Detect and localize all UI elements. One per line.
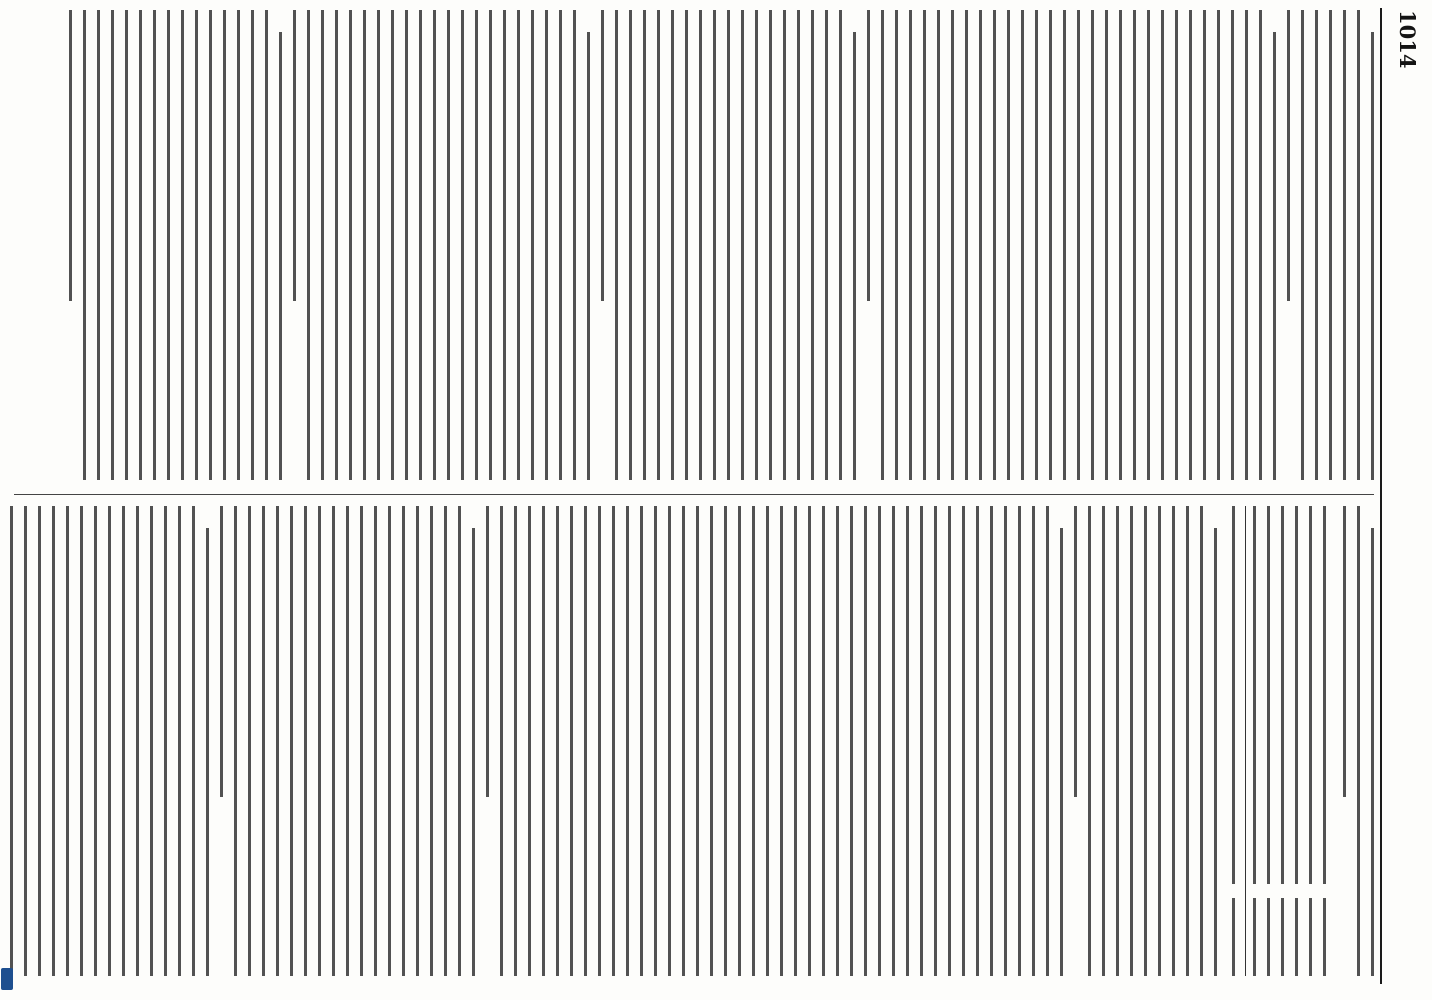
text-line	[542, 506, 545, 976]
text-line	[671, 10, 674, 480]
text-line	[752, 506, 755, 976]
text-line	[531, 10, 534, 480]
text-line	[94, 506, 97, 976]
text-line	[1161, 10, 1164, 480]
text-line	[794, 506, 797, 976]
text-line	[839, 10, 842, 480]
text-line	[1091, 10, 1094, 480]
text-line	[1018, 506, 1021, 976]
text-line	[486, 506, 489, 797]
text-line	[657, 10, 660, 480]
text-line	[164, 506, 167, 976]
text-line	[349, 10, 352, 480]
sum-row	[1304, 506, 1318, 976]
text-line	[934, 506, 937, 976]
text-line	[951, 10, 954, 480]
text-line	[573, 10, 576, 480]
text-line	[1214, 528, 1217, 976]
text-line	[727, 10, 730, 480]
text-line	[755, 10, 758, 480]
text-line	[780, 506, 783, 976]
text-line	[234, 506, 237, 976]
text-line	[500, 506, 503, 976]
right-paragraph	[486, 506, 1063, 976]
text-line	[587, 32, 590, 480]
text-line	[391, 10, 394, 480]
text-line	[1063, 10, 1066, 480]
text-line	[1343, 10, 1346, 480]
text-line	[1273, 32, 1276, 480]
text-line	[69, 10, 72, 301]
text-line	[1371, 32, 1374, 480]
text-line	[1049, 10, 1052, 480]
text-line	[965, 10, 968, 480]
text-line	[559, 10, 562, 480]
text-line	[290, 506, 293, 976]
text-line	[1102, 506, 1105, 976]
text-line	[1231, 10, 1234, 480]
text-line	[150, 506, 153, 976]
text-line	[181, 10, 184, 480]
text-line	[1119, 10, 1122, 480]
text-line	[248, 506, 251, 976]
sum-table	[1227, 506, 1332, 976]
text-line	[1259, 10, 1262, 480]
digitization-credit-strip	[0, 0, 14, 1000]
text-line	[1116, 506, 1119, 976]
text-line	[1357, 506, 1360, 976]
text-line	[363, 10, 366, 480]
sum-row-label	[1268, 506, 1271, 884]
text-line	[713, 10, 716, 480]
left-paragraph	[1287, 10, 1374, 480]
text-line	[83, 10, 86, 480]
sum-row-label	[1324, 506, 1327, 884]
text-line	[332, 506, 335, 976]
text-line	[1301, 10, 1304, 480]
text-line	[1245, 10, 1248, 480]
text-line	[66, 506, 69, 976]
text-line	[125, 10, 128, 480]
text-line	[937, 10, 940, 480]
text-line	[1007, 10, 1010, 480]
text-line	[195, 10, 198, 480]
text-line	[993, 10, 996, 480]
header-rule	[1380, 8, 1382, 984]
text-line	[444, 506, 447, 976]
text-line	[570, 506, 573, 976]
text-line	[990, 506, 993, 976]
text-line	[206, 528, 209, 976]
sum-row-label	[1296, 506, 1299, 884]
text-line	[122, 506, 125, 976]
text-line	[1189, 10, 1192, 480]
text-line	[318, 506, 321, 976]
text-line	[503, 10, 506, 480]
sum-row	[1318, 506, 1332, 976]
text-line	[304, 506, 307, 976]
text-line	[962, 506, 965, 976]
sum-row-amount	[1254, 898, 1257, 976]
text-line	[1130, 506, 1133, 976]
text-line	[447, 10, 450, 480]
text-line	[153, 10, 156, 480]
page-number: 1014	[1395, 10, 1421, 69]
text-line	[1077, 10, 1080, 480]
text-line	[1032, 506, 1035, 976]
text-line	[584, 506, 587, 976]
column-divider	[14, 494, 1374, 495]
text-line	[881, 10, 884, 480]
text-line	[640, 506, 643, 976]
text-line	[430, 506, 433, 976]
text-line	[517, 10, 520, 480]
left-paragraph	[601, 10, 856, 480]
text-line	[24, 506, 27, 976]
text-line	[1046, 506, 1049, 976]
text-line	[1371, 528, 1374, 976]
text-line	[1004, 506, 1007, 976]
text-line	[475, 10, 478, 480]
text-line	[738, 506, 741, 976]
text-line	[867, 10, 870, 301]
left-column	[58, 10, 1374, 480]
sum-rule	[1245, 506, 1246, 976]
text-line	[598, 506, 601, 976]
text-line	[136, 506, 139, 976]
text-line	[948, 506, 951, 976]
text-line	[668, 506, 671, 976]
text-line	[458, 506, 461, 976]
text-line	[906, 506, 909, 976]
right-intro-paragraph	[1343, 506, 1374, 976]
text-line	[111, 10, 114, 480]
text-line	[276, 506, 279, 976]
text-line	[108, 506, 111, 976]
text-line	[1105, 10, 1108, 480]
text-line	[612, 506, 615, 976]
text-line	[822, 506, 825, 976]
left-paragraph	[69, 10, 282, 480]
text-line	[1021, 10, 1024, 480]
text-line	[864, 506, 867, 976]
text-line	[1287, 10, 1290, 301]
dfg-logo	[1, 968, 13, 990]
text-line	[976, 506, 979, 976]
text-line	[825, 10, 828, 480]
right-paragraph	[220, 506, 475, 976]
text-line	[766, 506, 769, 976]
text-line	[52, 506, 55, 976]
sum-row-label	[1310, 506, 1313, 884]
text-line	[321, 10, 324, 480]
text-line	[461, 10, 464, 480]
text-line	[307, 10, 310, 480]
text-line	[1088, 506, 1091, 976]
text-line	[1074, 506, 1077, 797]
text-line	[1147, 10, 1150, 480]
sum-row	[1248, 506, 1262, 976]
text-line	[696, 506, 699, 976]
text-line	[192, 506, 195, 976]
right-paragraph	[0, 506, 209, 976]
text-line	[262, 506, 265, 976]
sum-row	[1290, 506, 1304, 976]
text-line	[699, 10, 702, 480]
text-line	[1172, 506, 1175, 976]
text-line	[265, 10, 268, 480]
right-column	[0, 506, 1374, 976]
text-line	[472, 528, 475, 976]
text-line	[909, 10, 912, 480]
text-line	[895, 10, 898, 480]
sum-row-amount	[1268, 898, 1271, 976]
left-paragraph	[293, 10, 590, 480]
text-line	[38, 506, 41, 976]
text-line	[836, 506, 839, 976]
text-line	[402, 506, 405, 976]
text-line	[251, 10, 254, 480]
text-line	[850, 506, 853, 976]
text-line	[1329, 10, 1332, 480]
text-line	[1175, 10, 1178, 480]
sum-row-amount	[1310, 898, 1313, 976]
text-line	[601, 10, 604, 301]
text-line	[920, 506, 923, 976]
text-line	[167, 10, 170, 480]
text-line	[528, 506, 531, 976]
text-line	[878, 506, 881, 976]
sum-total-row	[1227, 506, 1241, 976]
right-paragraph	[1074, 506, 1217, 976]
sum-row	[1276, 506, 1290, 976]
text-line	[1035, 10, 1038, 480]
text-line	[139, 10, 142, 480]
text-line	[335, 10, 338, 480]
text-line	[178, 506, 181, 976]
text-line	[388, 506, 391, 976]
left-paragraph	[867, 10, 1276, 480]
text-line	[279, 32, 282, 480]
text-line	[1060, 528, 1063, 976]
sum-row-label	[1233, 506, 1236, 884]
text-line	[1158, 506, 1161, 976]
text-line	[97, 10, 100, 480]
text-line	[489, 10, 492, 480]
sum-row-label	[1282, 506, 1285, 884]
text-line	[80, 506, 83, 976]
text-line	[545, 10, 548, 480]
text-line	[710, 506, 713, 976]
text-line	[682, 506, 685, 976]
text-line	[1144, 506, 1147, 976]
text-line	[419, 10, 422, 480]
text-line	[1200, 506, 1203, 976]
text-line	[979, 10, 982, 480]
text-line	[643, 10, 646, 480]
text-line	[360, 506, 363, 976]
text-line	[769, 10, 772, 480]
text-line	[377, 10, 380, 480]
text-line	[1203, 10, 1206, 480]
text-line	[615, 10, 618, 480]
text-line	[346, 506, 349, 976]
text-line	[685, 10, 688, 480]
text-line	[892, 506, 895, 976]
text-line	[724, 506, 727, 976]
text-line	[237, 10, 240, 480]
text-line	[223, 10, 226, 480]
text-line	[626, 506, 629, 976]
text-line	[1315, 10, 1318, 480]
text-line	[374, 506, 377, 976]
text-line	[741, 10, 744, 480]
page-header	[1388, 10, 1428, 980]
text-line	[209, 10, 212, 480]
text-line	[654, 506, 657, 976]
text-line	[923, 10, 926, 480]
text-line	[808, 506, 811, 976]
text-line	[1217, 10, 1220, 480]
sum-row	[1262, 506, 1276, 976]
text-line	[514, 506, 517, 976]
sum-row-amount	[1233, 898, 1236, 976]
sum-row-amount	[1296, 898, 1299, 976]
text-line	[629, 10, 632, 480]
text-line	[1357, 10, 1360, 480]
text-line	[293, 10, 296, 301]
text-line	[1133, 10, 1136, 480]
text-line	[853, 32, 856, 480]
text-line	[405, 10, 408, 480]
text-line	[556, 506, 559, 976]
text-line	[1343, 506, 1346, 797]
text-line	[433, 10, 436, 480]
text-line	[783, 10, 786, 480]
text-line	[811, 10, 814, 480]
sum-row-amount	[1282, 898, 1285, 976]
text-line	[797, 10, 800, 480]
sum-row-amount	[1324, 898, 1327, 976]
sum-row-label	[1254, 506, 1257, 884]
text-line	[1186, 506, 1189, 976]
text-line	[220, 506, 223, 797]
text-line	[416, 506, 419, 976]
